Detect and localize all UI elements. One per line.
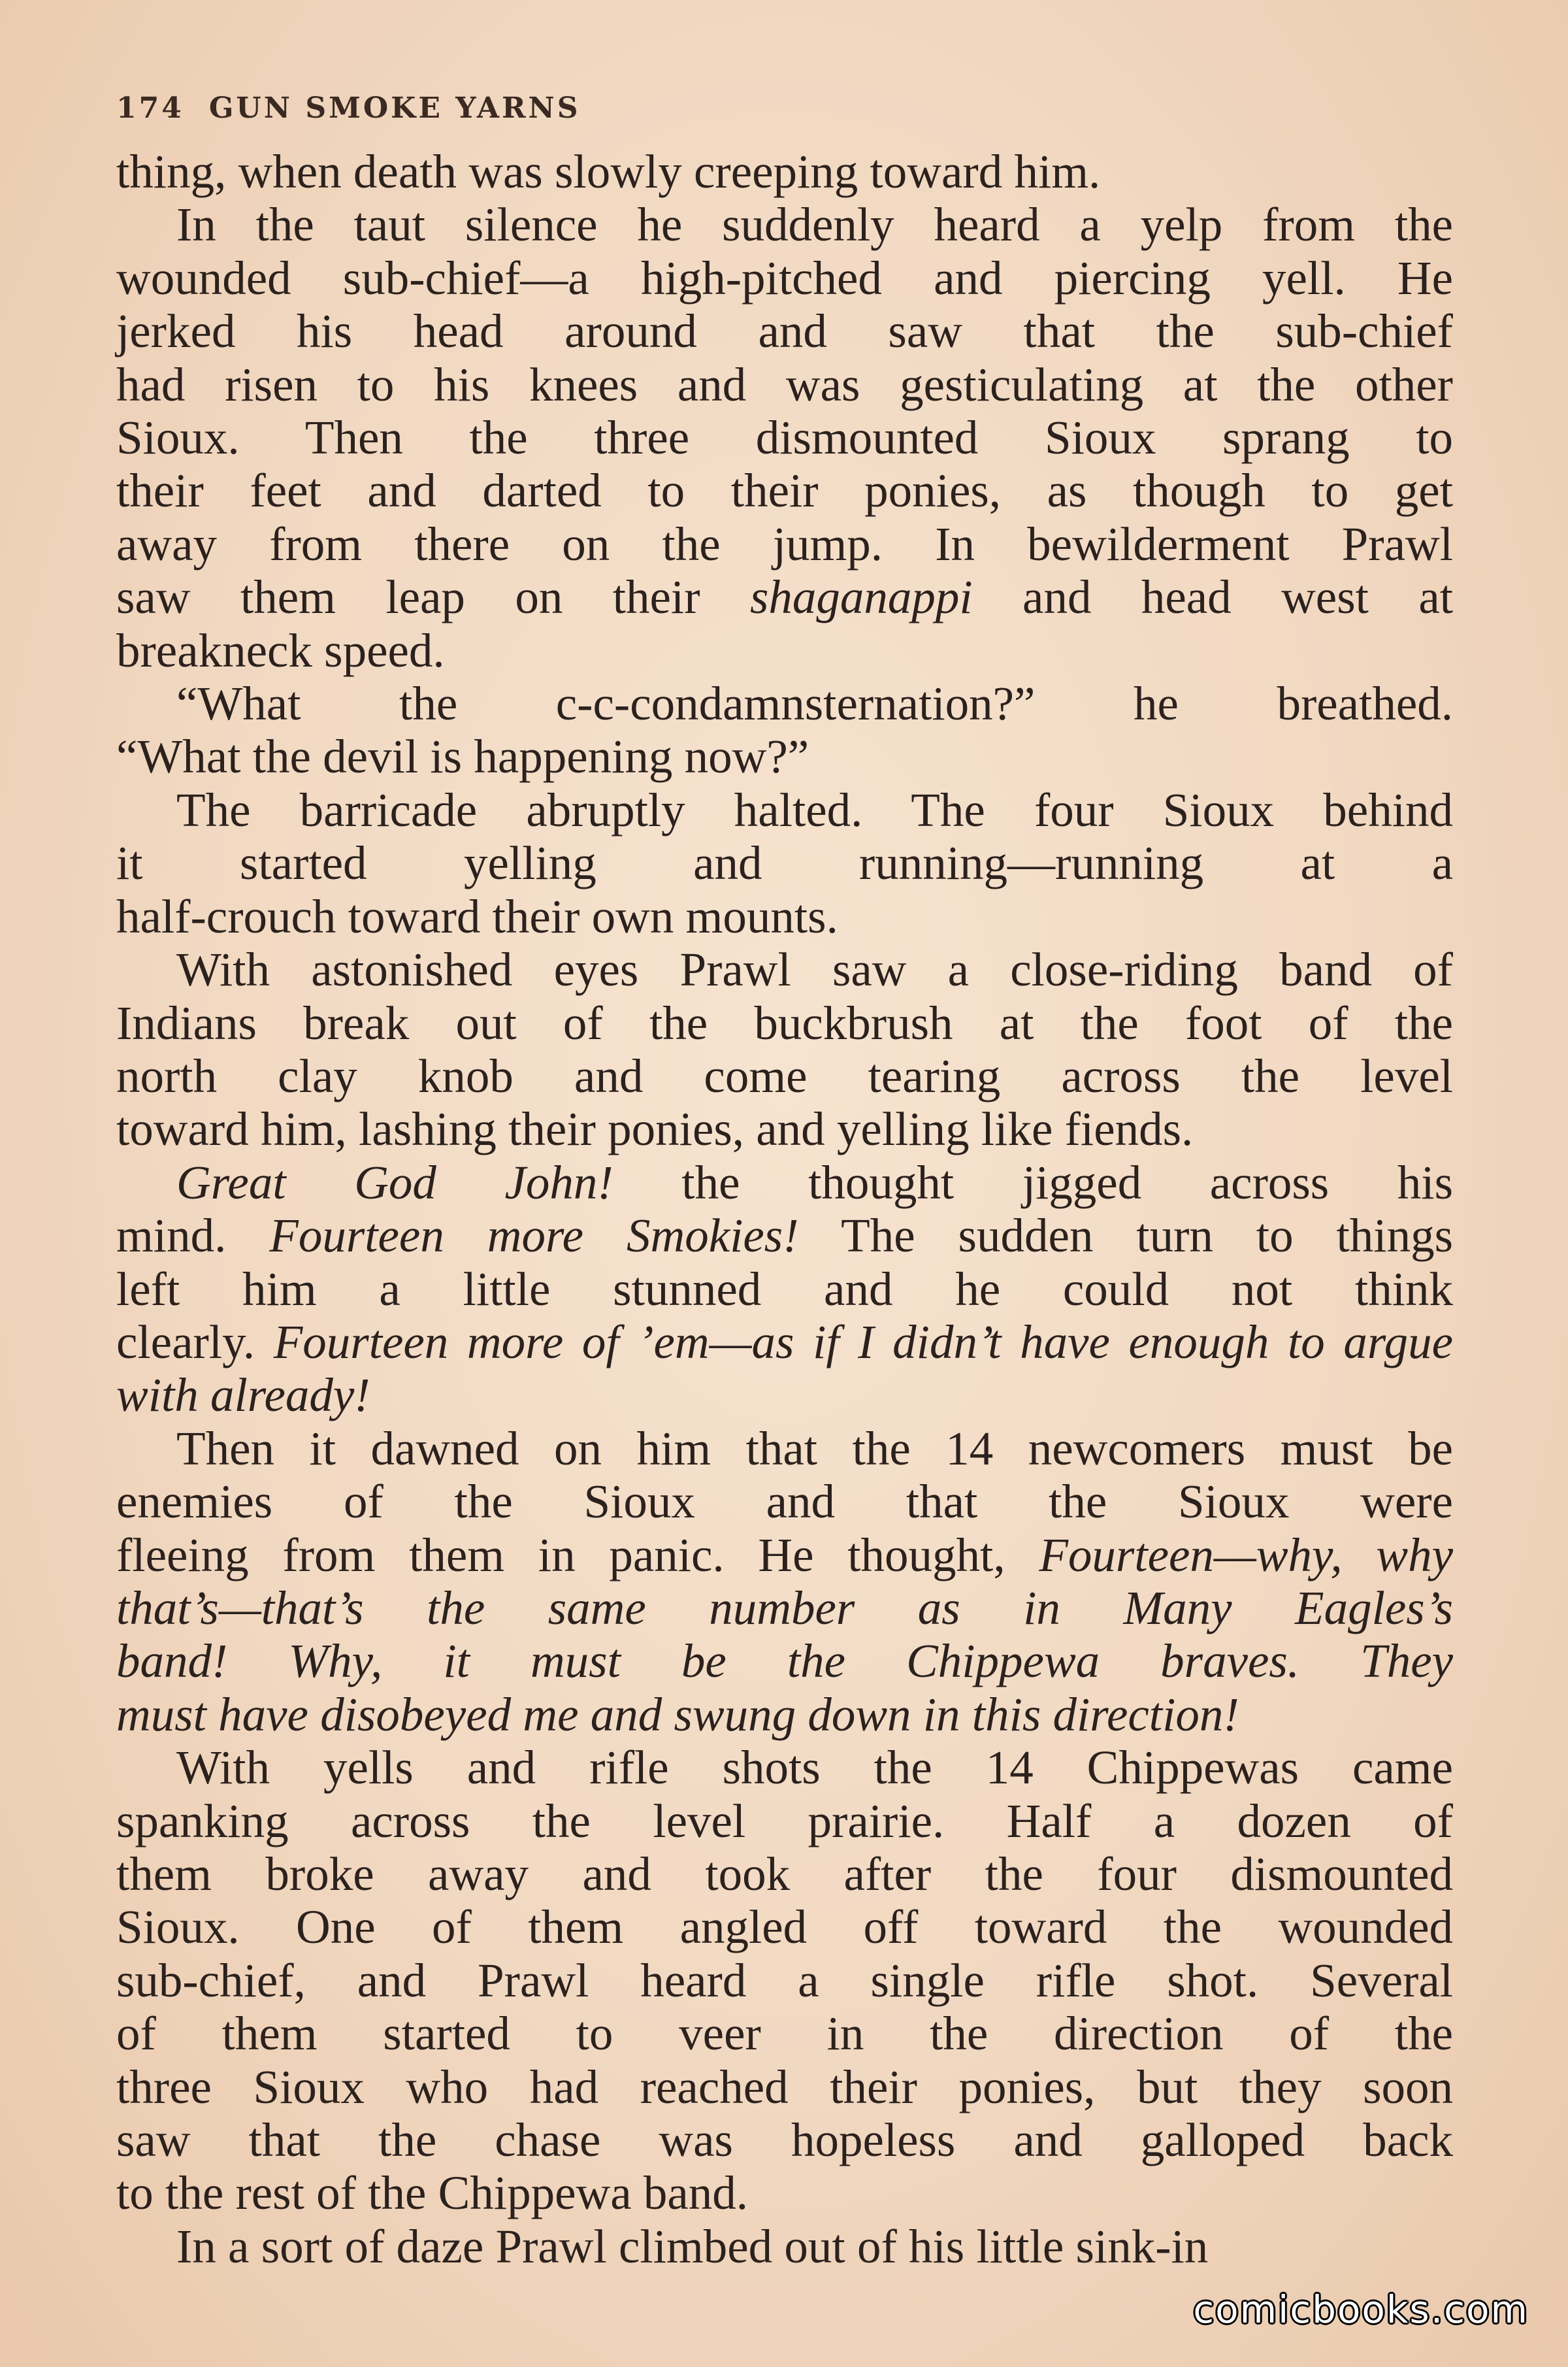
roman-text: them broke away and took after the four dismounted <box>116 1847 1453 1900</box>
italic-text: shaganappi <box>749 571 973 624</box>
roman-text: it started yelling and running—running at a <box>116 836 1453 890</box>
italic-text: must have disobeyed me and swung down in this direction! <box>116 1687 1239 1741</box>
text-line <box>116 997 1453 1050</box>
roman-text: the thought jigged across his <box>613 1155 1453 1209</box>
text-line <box>116 1795 1453 1847</box>
text-line <box>116 2220 1453 2273</box>
roman-text: thing, when death was slowly creeping toward him. <box>116 145 1101 198</box>
page-number: 174 <box>116 91 184 125</box>
italic-text: Great God John! <box>176 1155 613 1209</box>
text-line <box>116 1688 1453 1741</box>
roman-text: Sioux. One of them angled off toward the wounded <box>116 1900 1453 1954</box>
roman-text: Then it dawned on him that the 14 newcomers must be <box>176 1421 1453 1475</box>
italic-text: Fourteen more Smokies! <box>269 1209 799 1263</box>
roman-text: enemies of the Sioux and that the Sioux were <box>116 1475 1453 1529</box>
roman-text: toward him, lashing their ponies, and yelling like fiends. <box>116 1102 1194 1156</box>
text-line <box>116 2166 1453 2219</box>
body-text <box>116 145 1453 2273</box>
text-line <box>116 1475 1453 1528</box>
text-line <box>116 2061 1453 2113</box>
text-line <box>116 2113 1453 2166</box>
text-line <box>116 1263 1453 1316</box>
text-line <box>116 943 1453 996</box>
text-line <box>116 1529 1453 1581</box>
text-line <box>116 784 1453 836</box>
text-line <box>116 624 1453 677</box>
roman-text: In the taut silence he suddenly heard a yelp from the <box>176 198 1453 252</box>
text-line <box>116 890 1453 943</box>
text-line <box>116 677 1453 730</box>
text-line <box>116 1102 1453 1155</box>
text-line <box>116 1368 1453 1421</box>
roman-text: their feet and darted to their ponies, as though to get <box>116 464 1453 518</box>
text-line <box>116 730 1453 783</box>
italic-text: band! Why, it must be the Chippewa braves. They <box>116 1634 1453 1688</box>
italic-text: with already! <box>116 1368 370 1422</box>
text-line <box>116 1634 1453 1687</box>
roman-text: wounded sub-chief—a high-pitched and piercing yell. He <box>116 251 1453 305</box>
roman-text: The barricade abruptly halted. The four Sioux behind <box>176 783 1453 836</box>
text-line <box>116 1954 1453 2007</box>
text-line <box>116 1156 1453 1209</box>
text-line <box>116 571 1453 623</box>
text-line <box>116 1050 1453 1102</box>
text-line <box>116 145 1453 198</box>
text-line <box>116 305 1453 357</box>
roman-text: “What the devil is happening now?” <box>116 730 809 784</box>
roman-text: Sioux. Then the three dismounted Sioux sprang to <box>116 411 1453 465</box>
text-line <box>116 411 1453 464</box>
text-line <box>116 836 1453 889</box>
roman-text: The sudden turn to things <box>798 1209 1453 1263</box>
italic-text: that’s—that’s the same number as in Many Eagles’s <box>116 1581 1453 1634</box>
italic-text: Fourteen—why, why <box>1039 1528 1453 1581</box>
text-line <box>116 518 1453 571</box>
text-line <box>116 1581 1453 1634</box>
text-line <box>116 1741 1453 1794</box>
text-line <box>116 2007 1453 2060</box>
italic-text: Fourteen more of ’em—as if I didn’t have enough to argue <box>273 1315 1453 1368</box>
roman-text: of them started to veer in the direction of the <box>116 2007 1453 2061</box>
text-line <box>116 198 1453 251</box>
text-line <box>116 1900 1453 1953</box>
text-line <box>116 1316 1453 1368</box>
text-line <box>116 252 1453 305</box>
roman-text: breakneck speed. <box>116 623 445 677</box>
roman-text: With yells and rifle shots the 14 Chippewas came <box>176 1741 1453 1795</box>
roman-text: clearly. <box>116 1315 274 1368</box>
text-line <box>116 464 1453 517</box>
text-line <box>116 1422 1453 1475</box>
roman-text: had risen to his knees and was gesticulating at the other <box>116 357 1453 411</box>
roman-text: to the rest of the Chippewa band. <box>116 2166 749 2220</box>
roman-text: saw that the chase was hopeless and galloped back <box>116 2113 1453 2167</box>
text-line <box>116 1847 1453 1900</box>
roman-text: mind. <box>116 1209 270 1263</box>
roman-text: saw them leap on their <box>116 571 750 624</box>
roman-text: half-crouch toward their own mounts. <box>116 889 838 943</box>
roman-text: “What the c-c-condamnsternation?” he breathed. <box>176 677 1453 731</box>
text-line <box>116 358 1453 411</box>
roman-text: left him a little stunned and he could not think <box>116 1262 1453 1316</box>
roman-text: north clay knob and come tearing across the level <box>116 1049 1453 1102</box>
roman-text: With astonished eyes Prawl saw a close-riding band of <box>176 943 1453 997</box>
roman-text: away from there on the jump. In bewilderment Prawl <box>116 517 1453 571</box>
roman-text: fleeing from them in panic. He thought, <box>116 1528 1039 1581</box>
roman-text: In a sort of daze Prawl climbed out of his little sink-in <box>176 2219 1209 2273</box>
roman-text: Indians break out of the buckbrush at the foot of the <box>116 996 1453 1050</box>
text-line <box>116 1209 1453 1262</box>
roman-text: and head west at <box>972 571 1453 624</box>
running-head <box>116 91 581 125</box>
roman-text: spanking across the level prairie. Half a dozen of <box>116 1794 1453 1847</box>
book-title: GUN SMOKE YARNS <box>208 91 581 125</box>
roman-text: three Sioux who had reached their ponies, but they soon <box>116 2060 1453 2113</box>
roman-text: sub-chief, and Prawl heard a single rifle shot. Several <box>116 1953 1453 2007</box>
roman-text: jerked his head around and saw that the sub-chief <box>116 305 1453 358</box>
watermark: comicbooks.com <box>1193 2287 1529 2332</box>
